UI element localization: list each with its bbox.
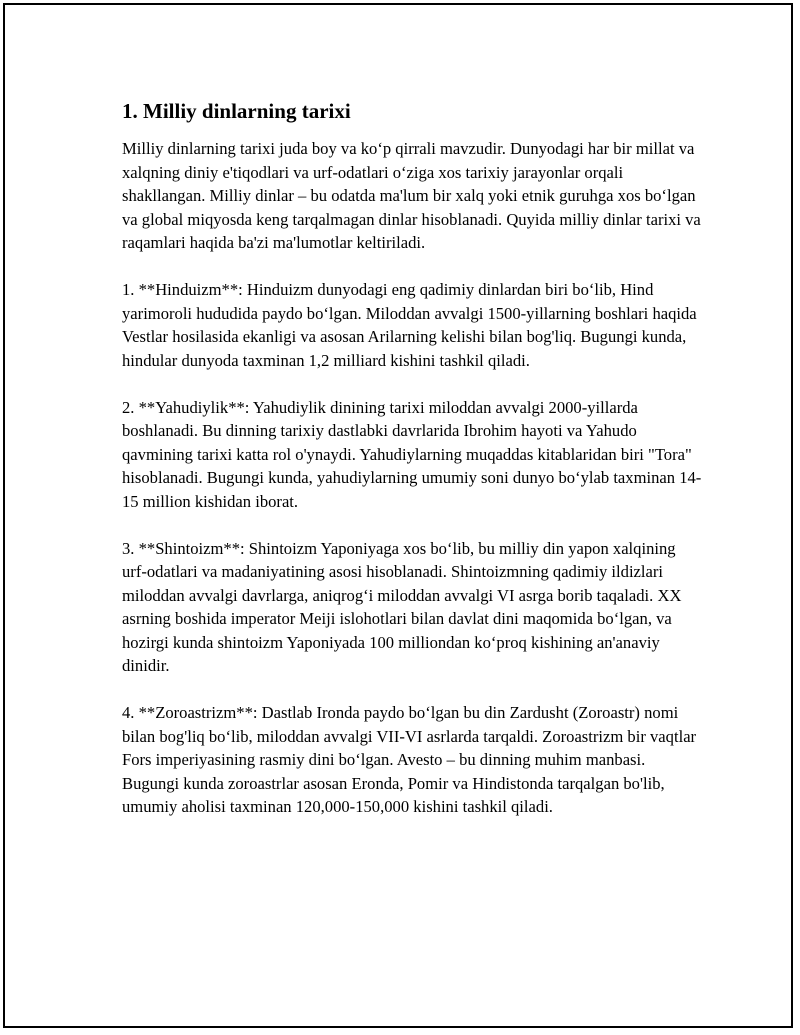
document-body	[122, 97, 702, 819]
shintoism-paragraph: 3. **Shintoizm**: Shintoizm Yaponiyaga xos bo‘lib, bu milliy din yapon xalqining urf-odatlari va madaniyatining asosi hisoblanadi. Shintoizmning qadimiy ildizlari miloddan avvalgi davrlarga, aniqrog‘i miloddan avvalgi VI asrga borib taqaladi. XX asrning boshida imperator Meiji islohotlari bilan davlat dini maqomida bo‘lgan, va hozirgi kunda shintoizm Yaponiyada 100 milliondan ko‘proq kishining an'anaviy dinidir.	[122, 538, 682, 675]
hinduism-paragraph: 1. **Hinduizm**: Hinduizm dunyodagi eng qadimiy dinlardan biri bo‘lib, Hind yarimoroli hududida paydo bo‘lgan. Miloddan avvalgi 1500-yillarning boshlari haqida Vestlar hosilasida ekanligi va asosan Arilarning kelishi bilan bog'liq. Bugungi kunda, hindular dunyoda taxminan 1,2 milliard kishini tashkil qiladi.	[122, 280, 697, 370]
page-frame	[3, 3, 793, 1028]
judaism-paragraph: 2. **Yahudiylik**: Yahudiylik dinining tarixi miloddan avvalgi 2000-yillarda boshlanadi. Bu dinning tarixiy dastlabki davrlarida Ibrohim hayoti va Yahudo qavmining tarixi katta rol o'ynaydi. Yahudiylarning muqaddas kitablaridan biri "Tora" hisoblanadi. Bugungi kunda, yahudiylarning umumiy soni dunyo bo‘ylab taxminan 14-15 million kishidan iborat.	[122, 397, 702, 511]
section-title: 1. Milliy dinlarning tarixi	[122, 99, 351, 123]
zoroastrianism-paragraph: 4. **Zoroastrizm**: Dastlab Ironda paydo bo‘lgan bu din Zardusht (Zoroastr) nomi bilan bog'liq bo‘lib, miloddan avvalgi VII-VI asrlarda tarqaldi. Zoroastrizm bir vaqtlar Fors imperiyasining rasmiy dini bo‘lgan. Avesto – bu dinning muhim manbasi. Bugungi kunda zoroastrlar asosan Eronda, Pomir va Hindistonda tarqalgan bo'lib, umumiy aholisi taxminan 120,000-150,000 kishini tashkil qiladi.	[122, 703, 697, 816]
intro-paragraph: Milliy dinlarning tarixi juda boy va ko‘p qirrali mavzudir. Dunyodagi har bir millat va xalqning diniy e'tiqodlari va urf-odatlari o‘ziga xos tarixiy jarayonlar orqali shakllangan. Milliy dinlar – bu odatda ma'lum bir xalq yoki etnik guruhga xos bo‘lgan va global miqyosda keng tarqalmagan dinlar hisoblanadi. Quyida milliy dinlar tarixi va raqamlari haqida ba'zi ma'lumotlar keltiriladi.	[122, 139, 701, 252]
